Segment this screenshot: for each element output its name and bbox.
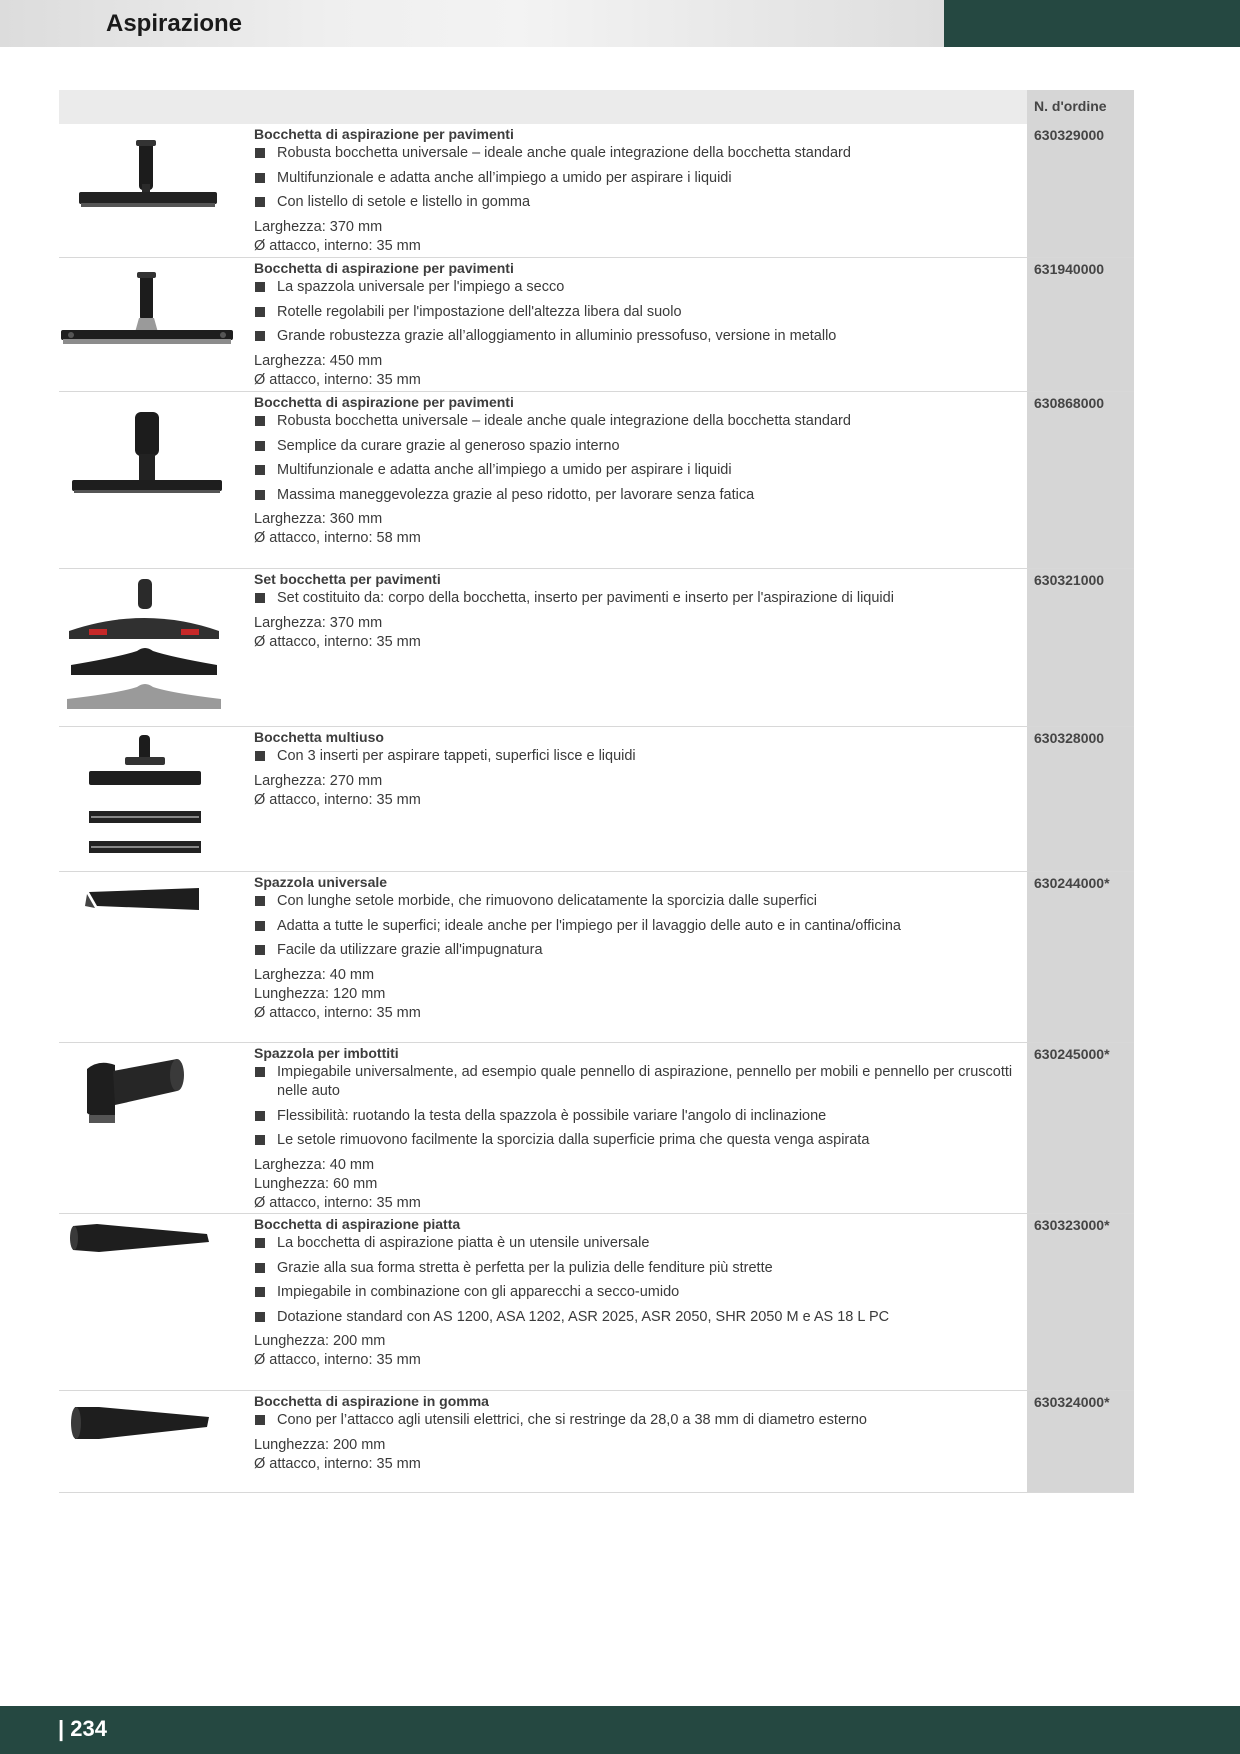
feature-list: [254, 892, 1024, 960]
feature-list: [254, 278, 1024, 346]
order-number: 630868000: [1027, 392, 1134, 568]
table-row: [59, 1391, 1134, 1493]
product-description: [254, 571, 1024, 652]
spec-line: Ø attacco, interno: 35 mm: [254, 237, 421, 254]
floor-nozzle-58-image: [59, 392, 243, 568]
order-number: 630321000: [1027, 569, 1134, 726]
product-title: Bocchetta di aspirazione per pavimenti: [254, 394, 514, 410]
spec-line: Ø attacco, interno: 35 mm: [254, 1194, 421, 1211]
feature-item: Massima maneggevolezza grazie al peso ridotto, per lavorare senza fatica: [254, 486, 1024, 505]
feature-list: [254, 1063, 1024, 1150]
product-description: [254, 126, 1024, 256]
crevice-nozzle-image: [59, 1214, 243, 1390]
table-row: [59, 1214, 1134, 1391]
product-table: [59, 90, 1134, 1493]
product-title: Set bocchetta per pavimenti: [254, 571, 441, 587]
spec-line: Larghezza: 40 mm: [254, 966, 375, 983]
feature-item: Robusta bocchetta universale – ideale anche quale integrazione della bocchetta standard: [254, 144, 1024, 163]
spec-line: Ø attacco, interno: 35 mm: [254, 371, 421, 388]
order-number: 631940000: [1027, 258, 1134, 391]
feature-item: Multifunzionale e adatta anche all’impiego a umido per aspirare i liquidi: [254, 169, 1024, 188]
spec-line: Ø attacco, interno: 35 mm: [254, 1455, 421, 1472]
spec-line: Lunghezza: 200 mm: [254, 1333, 386, 1350]
feature-item: La spazzola universale per l'impiego a secco: [254, 278, 1024, 297]
page-footer: [0, 1706, 1240, 1754]
feature-item: Facile da utilizzare grazie all'impugnatura: [254, 941, 1024, 960]
feature-item: Dotazione standard con AS 1200, ASA 1202, ASR 2025, ASR 2050, SHR 2050 M e AS 18 L PC: [254, 1308, 1024, 1327]
table-row: [59, 569, 1134, 727]
spec-line: Lunghezza: 60 mm: [254, 1175, 378, 1192]
order-number: 630324000*: [1027, 1391, 1134, 1492]
spec-line: Ø attacco, interno: 58 mm: [254, 530, 421, 547]
product-description: [254, 394, 1024, 548]
product-description: [254, 1393, 1024, 1474]
feature-item: Grazie alla sua forma stretta è perfetta per la pulizia delle fenditure più strette: [254, 1259, 1024, 1278]
feature-item: Impiegabile in combinazione con gli apparecchi a secco-umido: [254, 1283, 1024, 1302]
product-description: [254, 729, 1024, 810]
feature-item: Robusta bocchetta universale – ideale anche quale integrazione della bocchetta standard: [254, 412, 1024, 431]
product-description: [254, 1045, 1024, 1213]
table-row: [59, 727, 1134, 872]
feature-item: Multifunzionale e adatta anche all’impiego a umido per aspirare i liquidi: [254, 461, 1024, 480]
feature-list: [254, 1411, 1024, 1430]
feature-list: [254, 589, 1024, 608]
product-title: Bocchetta di aspirazione per pavimenti: [254, 260, 514, 276]
header-accent: [944, 0, 1240, 47]
table-row: [59, 392, 1134, 569]
feature-list: [254, 1234, 1024, 1327]
table-row: [59, 258, 1134, 392]
feature-list: [254, 144, 1024, 212]
product-title: Bocchetta di aspirazione piatta: [254, 1216, 461, 1232]
feature-item: Cono per l’attacco agli utensili elettrici, che si restringe da 28,0 a 38 mm di diametro esterno: [254, 1411, 1024, 1430]
spec-line: Ø attacco, interno: 35 mm: [254, 791, 421, 808]
spec-line: Ø attacco, interno: 35 mm: [254, 1352, 421, 1369]
product-description: [254, 1216, 1024, 1370]
feature-item: La bocchetta di aspirazione piatta è un utensile universale: [254, 1234, 1024, 1253]
table-row: [59, 124, 1134, 258]
product-title: Spazzola per imbottiti: [254, 1045, 399, 1061]
rubber-nozzle-image: [59, 1391, 243, 1492]
universal-brush-image: [59, 872, 243, 1042]
floor-nozzle-t-image: [59, 124, 243, 257]
spec-line: Larghezza: 270 mm: [254, 772, 383, 789]
spec-line: Ø attacco, interno: 35 mm: [254, 633, 421, 650]
feature-item: Adatta a tutte le superfici; ideale anche per l'impiego per il lavaggio delle auto e in cantina/officina: [254, 917, 1024, 936]
page-title: Aspirazione: [106, 10, 243, 37]
order-number-header: N. d'ordine: [1027, 90, 1134, 124]
floor-nozzle-aluminium-image: [59, 258, 243, 391]
feature-item: Con lunghe setole morbide, che rimuovono delicatamente la sporcizia dalle superfici: [254, 892, 1024, 911]
spec-line: Lunghezza: 120 mm: [254, 985, 386, 1002]
upholstery-brush-image: [59, 1043, 243, 1213]
page-number: | 234: [58, 1716, 107, 1741]
spec-line: Larghezza: 40 mm: [254, 1156, 375, 1173]
spec-line: Ø attacco, interno: 35 mm: [254, 1004, 421, 1021]
product-description: [254, 260, 1024, 390]
product-title: Spazzola universale: [254, 874, 388, 890]
product-title: Bocchetta di aspirazione in gomma: [254, 1393, 489, 1409]
feature-list: [254, 747, 1024, 766]
order-number: 630244000*: [1027, 872, 1134, 1042]
product-description: [254, 874, 1024, 1023]
feature-item: Semplice da curare grazie al generoso spazio interno: [254, 437, 1024, 456]
table-row: [59, 1043, 1134, 1214]
spec-line: Lunghezza: 200 mm: [254, 1436, 386, 1453]
table-row: [59, 872, 1134, 1043]
spec-line: Larghezza: 370 mm: [254, 218, 383, 235]
feature-item: Flessibilità: ruotando la testa della spazzola è possibile variare l'angolo di inclinazione: [254, 1107, 1024, 1126]
page-header: [0, 0, 1240, 47]
feature-item: Le setole rimuovono facilmente la sporcizia dalla superficie prima che questa venga aspirata: [254, 1131, 1024, 1150]
order-number: 630323000*: [1027, 1214, 1134, 1390]
multi-nozzle-image: [59, 727, 243, 871]
spec-line: Larghezza: 450 mm: [254, 352, 383, 369]
feature-item: Grande robustezza grazie all’alloggiamento in alluminio pressofuso, versione in metallo: [254, 327, 1024, 346]
spec-line: Larghezza: 370 mm: [254, 614, 383, 631]
feature-item: Con listello di setole e listello in gomma: [254, 193, 1024, 212]
table-header: [59, 90, 1134, 124]
feature-list: [254, 412, 1024, 505]
feature-item: Rotelle regolabili per l'impostazione dell'altezza libera dal suolo: [254, 303, 1024, 322]
product-title: Bocchetta multiuso: [254, 729, 384, 745]
order-number: 630245000*: [1027, 1043, 1134, 1213]
spec-line: Larghezza: 360 mm: [254, 511, 383, 528]
product-title: Bocchetta di aspirazione per pavimenti: [254, 126, 514, 142]
feature-item: Impiegabile universalmente, ad esempio quale pennello di aspirazione, pennello per mobili e pennello per cruscotti nelle auto: [254, 1063, 1024, 1101]
feature-item: Set costituito da: corpo della bocchetta, inserto per pavimenti e inserto per l'aspirazione di liquidi: [254, 589, 1024, 608]
order-number: 630329000: [1027, 124, 1134, 257]
feature-item: Con 3 inserti per aspirare tappeti, superfici lisce e liquidi: [254, 747, 1024, 766]
order-number: 630328000: [1027, 727, 1134, 871]
floor-nozzle-set-image: [59, 569, 243, 726]
